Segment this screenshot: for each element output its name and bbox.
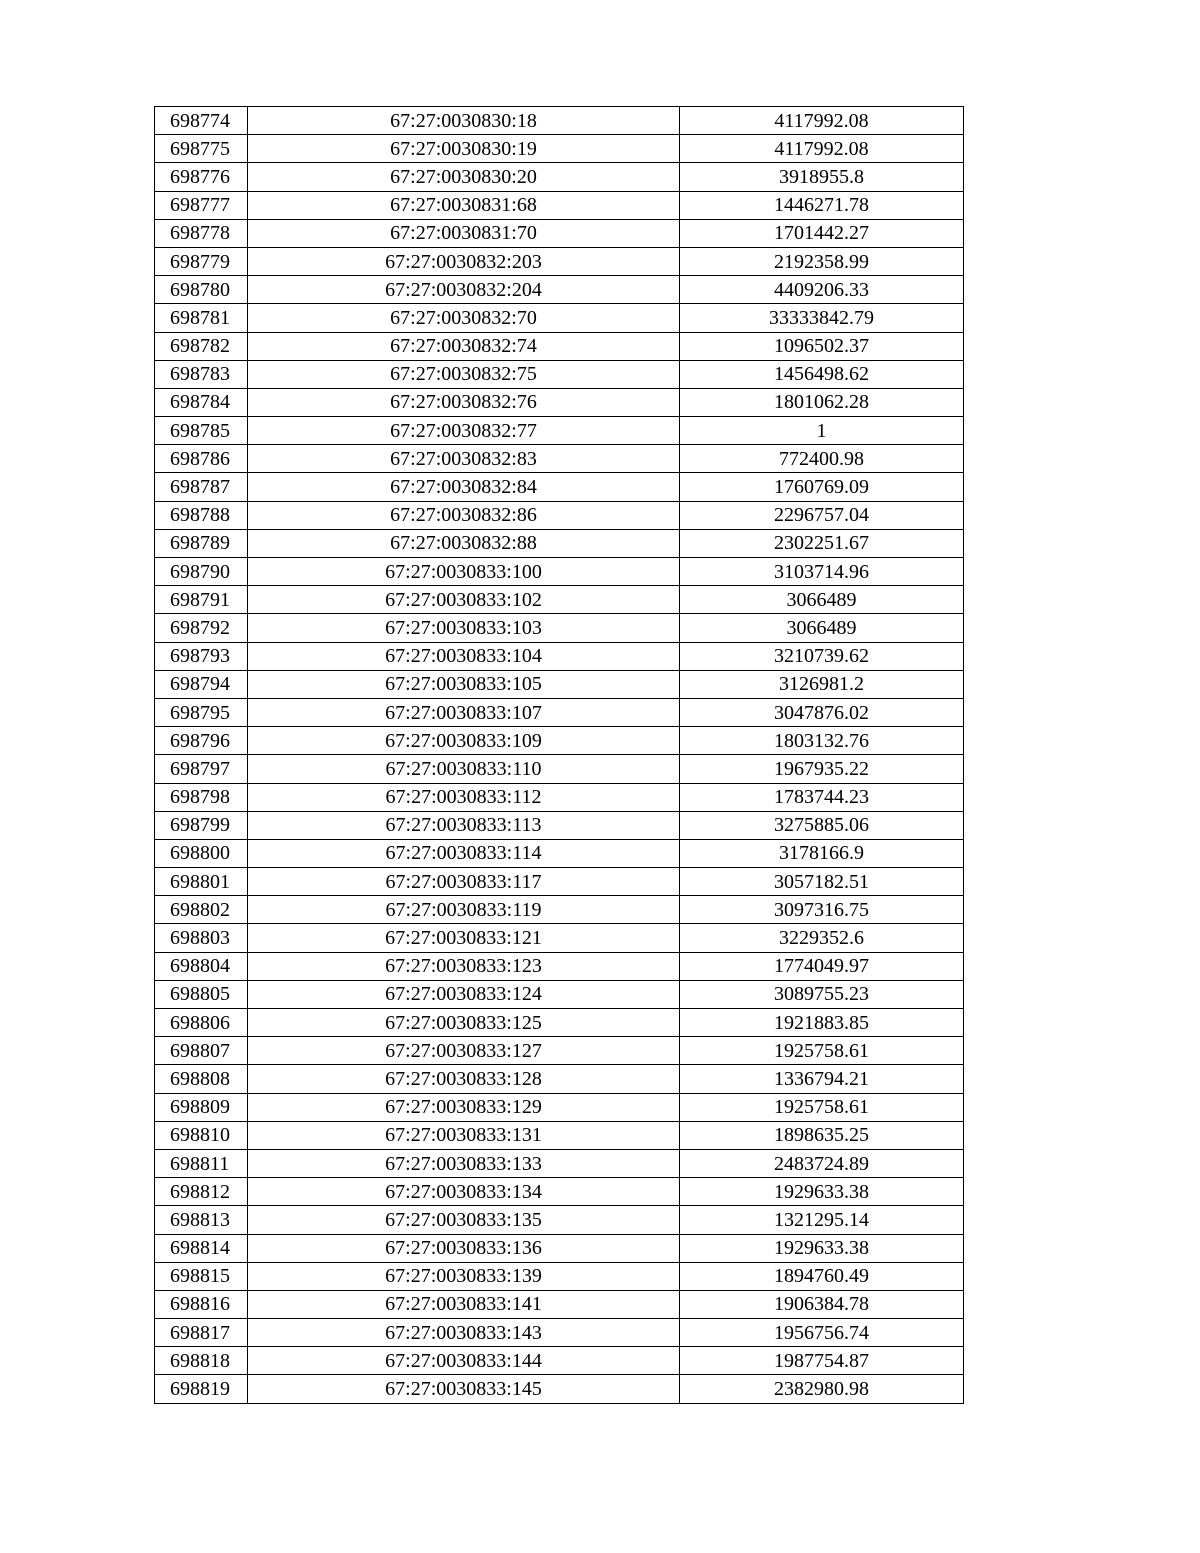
cadastral-number-cell: 67:27:0030831:68 (248, 191, 680, 219)
row-id-cell: 698775 (155, 135, 248, 163)
cadastral-number-cell: 67:27:0030830:20 (248, 163, 680, 191)
value-cell: 3057182.51 (680, 868, 964, 896)
cadastral-number-cell: 67:27:0030832:83 (248, 445, 680, 473)
value-cell: 3066489 (680, 586, 964, 614)
row-id-cell: 698812 (155, 1178, 248, 1206)
cadastral-number-cell: 67:27:0030833:135 (248, 1206, 680, 1234)
table-row (155, 1262, 964, 1290)
cadastral-number-cell: 67:27:0030832:84 (248, 473, 680, 501)
table-row (155, 1319, 964, 1347)
row-id-cell: 698806 (155, 1009, 248, 1037)
row-id-cell: 698811 (155, 1149, 248, 1177)
value-cell: 1701442.27 (680, 219, 964, 247)
value-cell: 1446271.78 (680, 191, 964, 219)
value-cell: 1987754.87 (680, 1347, 964, 1375)
value-cell: 3229352.6 (680, 924, 964, 952)
table-row (155, 1037, 964, 1065)
table-row (155, 1375, 964, 1403)
table-row (155, 924, 964, 952)
value-cell: 1929633.38 (680, 1234, 964, 1262)
cadastral-number-cell: 67:27:0030830:19 (248, 135, 680, 163)
value-cell: 1803132.76 (680, 727, 964, 755)
cadastral-number-cell: 67:27:0030833:143 (248, 1319, 680, 1347)
table-row (155, 642, 964, 670)
cadastral-number-cell: 67:27:0030830:18 (248, 107, 680, 135)
cadastral-number-cell: 67:27:0030833:107 (248, 698, 680, 726)
table-row (155, 473, 964, 501)
value-cell: 3918955.8 (680, 163, 964, 191)
row-id-cell: 698779 (155, 247, 248, 275)
table-row (155, 417, 964, 445)
row-id-cell: 698807 (155, 1037, 248, 1065)
value-cell: 3097316.75 (680, 896, 964, 924)
data-table (154, 106, 964, 1404)
table-row (155, 896, 964, 924)
table-row (155, 952, 964, 980)
table-row (155, 868, 964, 896)
table-row (155, 1009, 964, 1037)
table-row (155, 191, 964, 219)
table-row (155, 276, 964, 304)
row-id-cell: 698800 (155, 839, 248, 867)
row-id-cell: 698783 (155, 360, 248, 388)
value-cell: 4117992.08 (680, 135, 964, 163)
cadastral-number-cell: 67:27:0030832:203 (248, 247, 680, 275)
value-cell: 2192358.99 (680, 247, 964, 275)
value-cell: 33333842.79 (680, 304, 964, 332)
cadastral-number-cell: 67:27:0030833:100 (248, 558, 680, 586)
table-row (155, 304, 964, 332)
row-id-cell: 698776 (155, 163, 248, 191)
value-cell: 1921883.85 (680, 1009, 964, 1037)
value-cell: 1783744.23 (680, 783, 964, 811)
value-cell: 1456498.62 (680, 360, 964, 388)
value-cell: 2483724.89 (680, 1149, 964, 1177)
value-cell: 3210739.62 (680, 642, 964, 670)
cadastral-number-cell: 67:27:0030833:136 (248, 1234, 680, 1262)
cadastral-number-cell: 67:27:0030832:88 (248, 529, 680, 557)
cadastral-number-cell: 67:27:0030833:125 (248, 1009, 680, 1037)
row-id-cell: 698778 (155, 219, 248, 247)
row-id-cell: 698798 (155, 783, 248, 811)
table-row (155, 1178, 964, 1206)
table-row (155, 670, 964, 698)
cadastral-number-cell: 67:27:0030831:70 (248, 219, 680, 247)
row-id-cell: 698797 (155, 755, 248, 783)
row-id-cell: 698799 (155, 811, 248, 839)
value-cell: 3178166.9 (680, 839, 964, 867)
table-row (155, 558, 964, 586)
row-id-cell: 698815 (155, 1262, 248, 1290)
cadastral-number-cell: 67:27:0030833:110 (248, 755, 680, 783)
row-id-cell: 698803 (155, 924, 248, 952)
cadastral-number-cell: 67:27:0030832:76 (248, 388, 680, 416)
table-row (155, 1149, 964, 1177)
row-id-cell: 698816 (155, 1290, 248, 1318)
cadastral-number-cell: 67:27:0030833:124 (248, 980, 680, 1008)
value-cell: 3047876.02 (680, 698, 964, 726)
row-id-cell: 698809 (155, 1093, 248, 1121)
cadastral-number-cell: 67:27:0030833:109 (248, 727, 680, 755)
cadastral-number-cell: 67:27:0030833:139 (248, 1262, 680, 1290)
value-cell: 1801062.28 (680, 388, 964, 416)
row-id-cell: 698819 (155, 1375, 248, 1403)
table-row (155, 163, 964, 191)
row-id-cell: 698802 (155, 896, 248, 924)
row-id-cell: 698810 (155, 1121, 248, 1149)
cadastral-number-cell: 67:27:0030832:74 (248, 332, 680, 360)
cadastral-number-cell: 67:27:0030833:103 (248, 614, 680, 642)
table-row (155, 1290, 964, 1318)
row-id-cell: 698817 (155, 1319, 248, 1347)
table-row (155, 727, 964, 755)
value-cell: 3089755.23 (680, 980, 964, 1008)
row-id-cell: 698818 (155, 1347, 248, 1375)
table-row (155, 1065, 964, 1093)
row-id-cell: 698785 (155, 417, 248, 445)
row-id-cell: 698787 (155, 473, 248, 501)
table-row (155, 614, 964, 642)
value-cell: 1894760.49 (680, 1262, 964, 1290)
cadastral-number-cell: 67:27:0030832:86 (248, 501, 680, 529)
value-cell: 3126981.2 (680, 670, 964, 698)
row-id-cell: 698781 (155, 304, 248, 332)
table-row (155, 247, 964, 275)
cadastral-number-cell: 67:27:0030832:77 (248, 417, 680, 445)
row-id-cell: 698814 (155, 1234, 248, 1262)
table-row (155, 1121, 964, 1149)
row-id-cell: 698780 (155, 276, 248, 304)
table-row (155, 388, 964, 416)
row-id-cell: 698789 (155, 529, 248, 557)
table-row (155, 1234, 964, 1262)
table-row (155, 783, 964, 811)
value-cell: 1096502.37 (680, 332, 964, 360)
value-cell: 1925758.61 (680, 1093, 964, 1121)
row-id-cell: 698792 (155, 614, 248, 642)
cadastral-number-cell: 67:27:0030832:204 (248, 276, 680, 304)
value-cell: 1906384.78 (680, 1290, 964, 1318)
table-row (155, 980, 964, 1008)
row-id-cell: 698795 (155, 698, 248, 726)
cadastral-number-cell: 67:27:0030833:117 (248, 868, 680, 896)
row-id-cell: 698801 (155, 868, 248, 896)
cadastral-number-cell: 67:27:0030833:131 (248, 1121, 680, 1149)
row-id-cell: 698805 (155, 980, 248, 1008)
value-cell: 2302251.67 (680, 529, 964, 557)
cadastral-number-cell: 67:27:0030832:75 (248, 360, 680, 388)
table-row (155, 501, 964, 529)
table-row (155, 360, 964, 388)
value-cell: 1 (680, 417, 964, 445)
table-row (155, 332, 964, 360)
cadastral-number-cell: 67:27:0030833:123 (248, 952, 680, 980)
row-id-cell: 698804 (155, 952, 248, 980)
cadastral-number-cell: 67:27:0030833:141 (248, 1290, 680, 1318)
value-cell: 2382980.98 (680, 1375, 964, 1403)
value-cell: 3066489 (680, 614, 964, 642)
table-row (155, 107, 964, 135)
row-id-cell: 698777 (155, 191, 248, 219)
cadastral-number-cell: 67:27:0030832:70 (248, 304, 680, 332)
table-row (155, 755, 964, 783)
value-cell: 1774049.97 (680, 952, 964, 980)
cadastral-number-cell: 67:27:0030833:134 (248, 1178, 680, 1206)
value-cell: 1898635.25 (680, 1121, 964, 1149)
cadastral-number-cell: 67:27:0030833:113 (248, 811, 680, 839)
cadastral-number-cell: 67:27:0030833:128 (248, 1065, 680, 1093)
value-cell: 2296757.04 (680, 501, 964, 529)
table-row (155, 135, 964, 163)
row-id-cell: 698786 (155, 445, 248, 473)
row-id-cell: 698791 (155, 586, 248, 614)
value-cell: 1967935.22 (680, 755, 964, 783)
value-cell: 1956756.74 (680, 1319, 964, 1347)
table-row (155, 811, 964, 839)
cadastral-number-cell: 67:27:0030833:105 (248, 670, 680, 698)
table-row (155, 1347, 964, 1375)
cadastral-number-cell: 67:27:0030833:119 (248, 896, 680, 924)
value-cell: 1336794.21 (680, 1065, 964, 1093)
row-id-cell: 698774 (155, 107, 248, 135)
value-cell: 1929633.38 (680, 1178, 964, 1206)
table-row (155, 586, 964, 614)
row-id-cell: 698813 (155, 1206, 248, 1234)
row-id-cell: 698794 (155, 670, 248, 698)
value-cell: 4409206.33 (680, 276, 964, 304)
table-body (155, 107, 964, 1404)
cadastral-number-cell: 67:27:0030833:102 (248, 586, 680, 614)
cadastral-number-cell: 67:27:0030833:112 (248, 783, 680, 811)
cadastral-number-cell: 67:27:0030833:114 (248, 839, 680, 867)
row-id-cell: 698782 (155, 332, 248, 360)
value-cell: 3103714.96 (680, 558, 964, 586)
value-cell: 772400.98 (680, 445, 964, 473)
cadastral-number-cell: 67:27:0030833:144 (248, 1347, 680, 1375)
table-row (155, 219, 964, 247)
value-cell: 4117992.08 (680, 107, 964, 135)
table-row (155, 839, 964, 867)
value-cell: 3275885.06 (680, 811, 964, 839)
cadastral-number-cell: 67:27:0030833:133 (248, 1149, 680, 1177)
value-cell: 1925758.61 (680, 1037, 964, 1065)
cadastral-number-cell: 67:27:0030833:145 (248, 1375, 680, 1403)
value-cell: 1760769.09 (680, 473, 964, 501)
row-id-cell: 698784 (155, 388, 248, 416)
cadastral-number-cell: 67:27:0030833:121 (248, 924, 680, 952)
cadastral-number-cell: 67:27:0030833:127 (248, 1037, 680, 1065)
table-row (155, 529, 964, 557)
table-row (155, 1206, 964, 1234)
row-id-cell: 698793 (155, 642, 248, 670)
cadastral-number-cell: 67:27:0030833:129 (248, 1093, 680, 1121)
row-id-cell: 698790 (155, 558, 248, 586)
row-id-cell: 698796 (155, 727, 248, 755)
table-row (155, 1093, 964, 1121)
value-cell: 1321295.14 (680, 1206, 964, 1234)
table-row (155, 698, 964, 726)
row-id-cell: 698808 (155, 1065, 248, 1093)
row-id-cell: 698788 (155, 501, 248, 529)
table-row (155, 445, 964, 473)
cadastral-number-cell: 67:27:0030833:104 (248, 642, 680, 670)
